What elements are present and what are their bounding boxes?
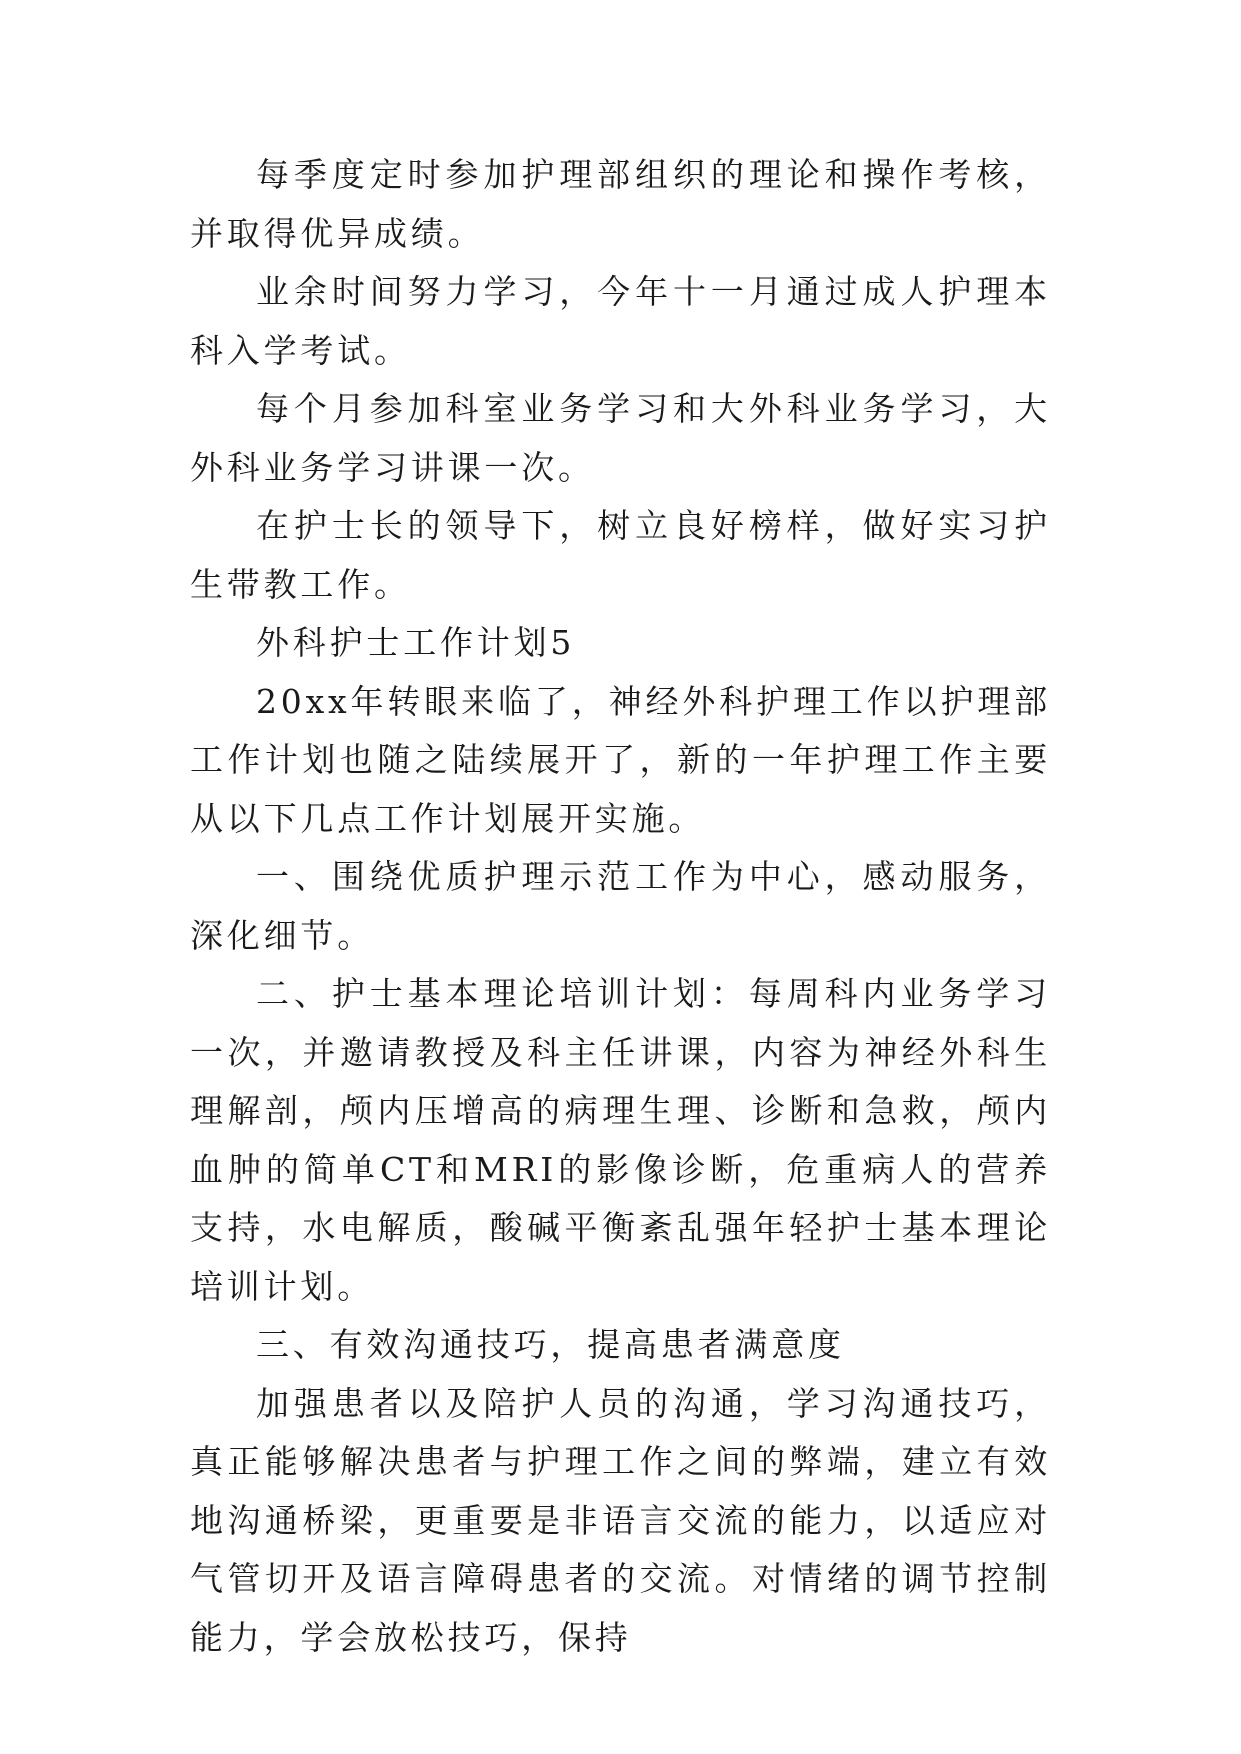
paragraph-item-1: 一、围绕优质护理示范工作为中心，感动服务，深化细节。 — [190, 857, 1051, 955]
paragraph-item-2: 二、护士基本理论培训计划：每周科内业务学习一次，并邀请教授及科主任讲课，内容为神经外科生理解剖，颅内压增高的病理生理、诊断和急救，颅内血肿的简单CT和MRI的影像诊断，危重病人的营养支持，水电解质，酸碱平衡紊乱强年轻护士基本理论培训计划。 — [190, 974, 1051, 1306]
paragraph-study: 业余时间努力学习，今年十一月通过成人护理本科入学考试。 — [190, 272, 1051, 370]
paragraph-communication: 加强患者以及陪护人员的沟通，学习沟通技巧，真正能够解决患者与护理工作之间的弊端，建立有效地沟通桥梁，更重要是非语言交流的能力，以适应对气管切开及语言障碍患者的交流。对情绪的调节控制能力，学会放松技巧，保持 — [190, 1383, 1051, 1657]
paragraph-item-3-heading: 三、有效沟通技巧，提高患者满意度 — [256, 1325, 845, 1364]
paragraph-monthly-learning: 每个月参加科室业务学习和大外科业务学习，大外科业务学习讲课一次。 — [190, 389, 1051, 487]
document-body — [190, 146, 1051, 1667]
section-title: 外科护士工作计划5 — [256, 623, 576, 662]
paragraph-intro: 20xx年转眼来临了，神经外科护理工作以护理部工作计划也随之陆续展开了，新的一年护理工作主要从以下几点工作计划展开实施。 — [190, 681, 1051, 838]
paragraph-assessment: 每季度定时参加护理部组织的理论和操作考核，并取得优异成绩。 — [190, 155, 1051, 253]
paragraph-teaching: 在护士长的领导下，树立良好榜样，做好实习护生带教工作。 — [190, 506, 1051, 604]
